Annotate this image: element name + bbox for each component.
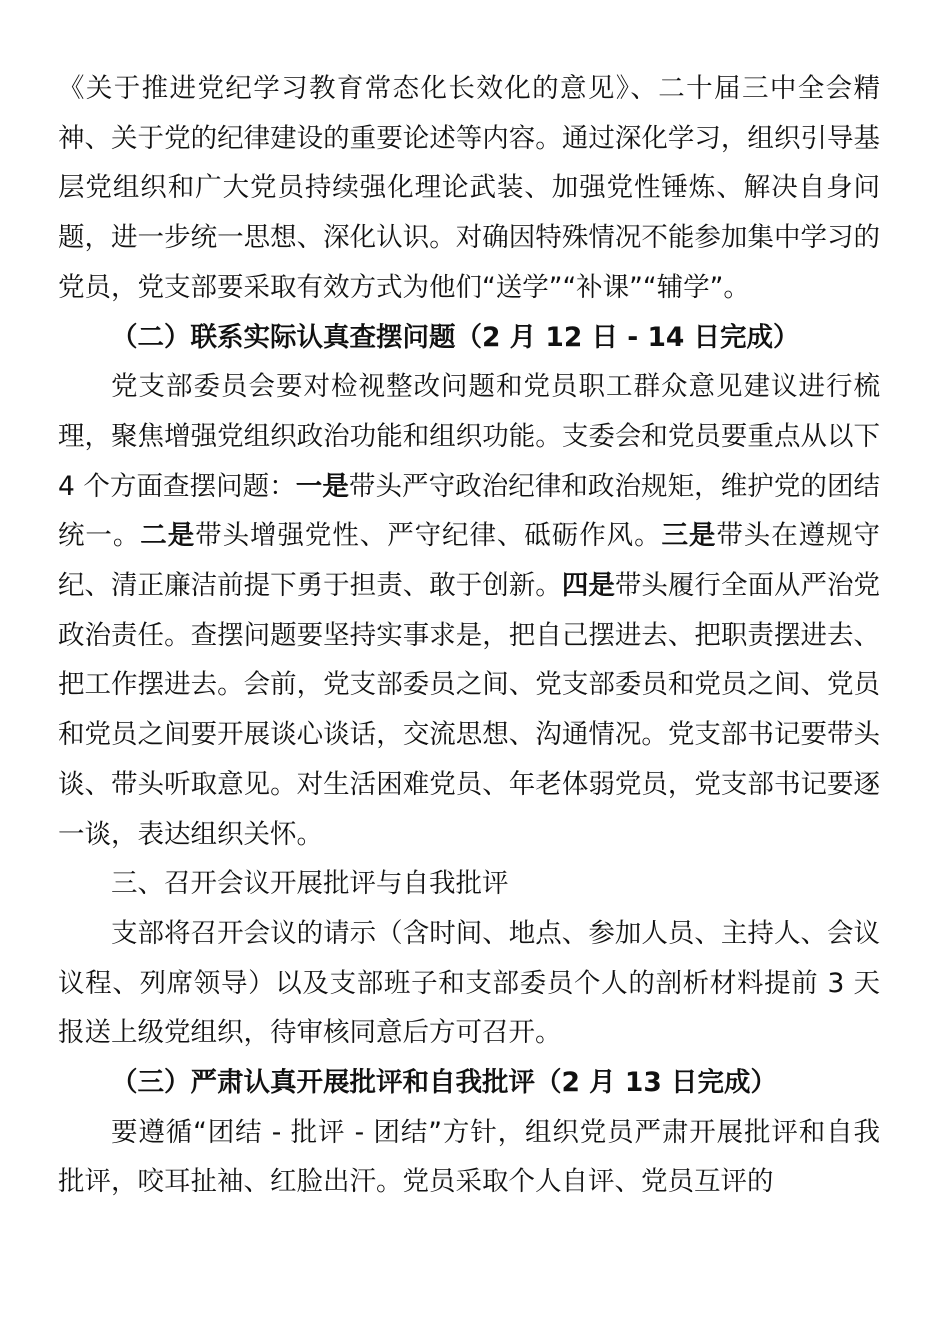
lead-term-first: 一是 (295, 470, 349, 502)
section-heading-criticism (58, 1058, 880, 1108)
paragraph-text: 带头增强党性、严守纪律、砥砺作风。 (195, 520, 662, 552)
paragraph-text: 支部将召开会议的请示（含时间、地点、参加人员、主持人、会议议程、列席领导）以及支部班子和支部委员个人的剖析材料提前 3 天报送上级党组织，待审核同意后方可召开。 (58, 917, 880, 1049)
paragraph-text: 带头履行全面从严治党政治责任。查摆问题要坚持实事求是，把自己摆进去、把职责摆进去、把工作摆进去。会前，党支部委员之间、党支部委员和党员之间、党员和党员之间要开展谈心谈话，交流思想、沟通情况。党支部书记要带头谈、带头听取意见。对生活困难党员、年老体弱党员，党支部书记要逐一谈，表达组织关怀。 (58, 570, 881, 850)
lead-term-fourth: 四是 (561, 570, 615, 602)
paragraph-text: 带头严守政治纪律和政治规矩，维护党的团结统一。 (58, 470, 881, 552)
paragraph-text: 要遵循“团结 - 批评 - 团结”方针，组织党员严肃开展批评和自我批评，咬耳扯袖、红脸出汗。党员采取个人自评、党员互评的 (58, 1116, 880, 1198)
paragraph-problem-review (58, 362, 880, 859)
paragraph-text: 带头在遵规守纪、清正廉洁前提下勇于担责、敢于创新。 (58, 520, 881, 602)
heading-text: （三）严肃认真开展批评和自我批评（2 月 13 日完成） (111, 1067, 777, 1099)
paragraph-meeting-request (58, 909, 880, 1058)
section-heading-meeting (58, 859, 880, 909)
paragraph-text: 《关于推进党纪学习教育常态化长效化的意见》、二十届三中全会精神、关于党的纪律建设的重要论述等内容。通过深化学习，组织引导基层党组织和广大党员持续强化理论武装、加强党性锤炼、解决自身问题，进一步统一思想、深化认识。对确因特殊情况不能参加集中学习的党员，党支部要采取有效方式为他们“送学”“补课”“辅学”。 (58, 73, 880, 303)
section-heading-problem-review (58, 313, 880, 363)
lead-term-second: 二是 (140, 520, 196, 552)
heading-text: 三、召开会议开展批评与自我批评 (111, 868, 509, 900)
paragraph-study-content (58, 64, 880, 313)
paragraph-criticism (58, 1108, 880, 1207)
lead-term-third: 三是 (661, 520, 717, 552)
paragraph-text: 党支部委员会要对检视整改问题和党员职工群众意见建议进行梳理，聚焦增强党组织政治功能和组织功能。支委会和党员要重点从以下 4 个方面查摆问题： (58, 371, 880, 502)
heading-text: （二）联系实际认真查摆问题（2 月 12 日 - 14 日完成） (111, 321, 800, 353)
